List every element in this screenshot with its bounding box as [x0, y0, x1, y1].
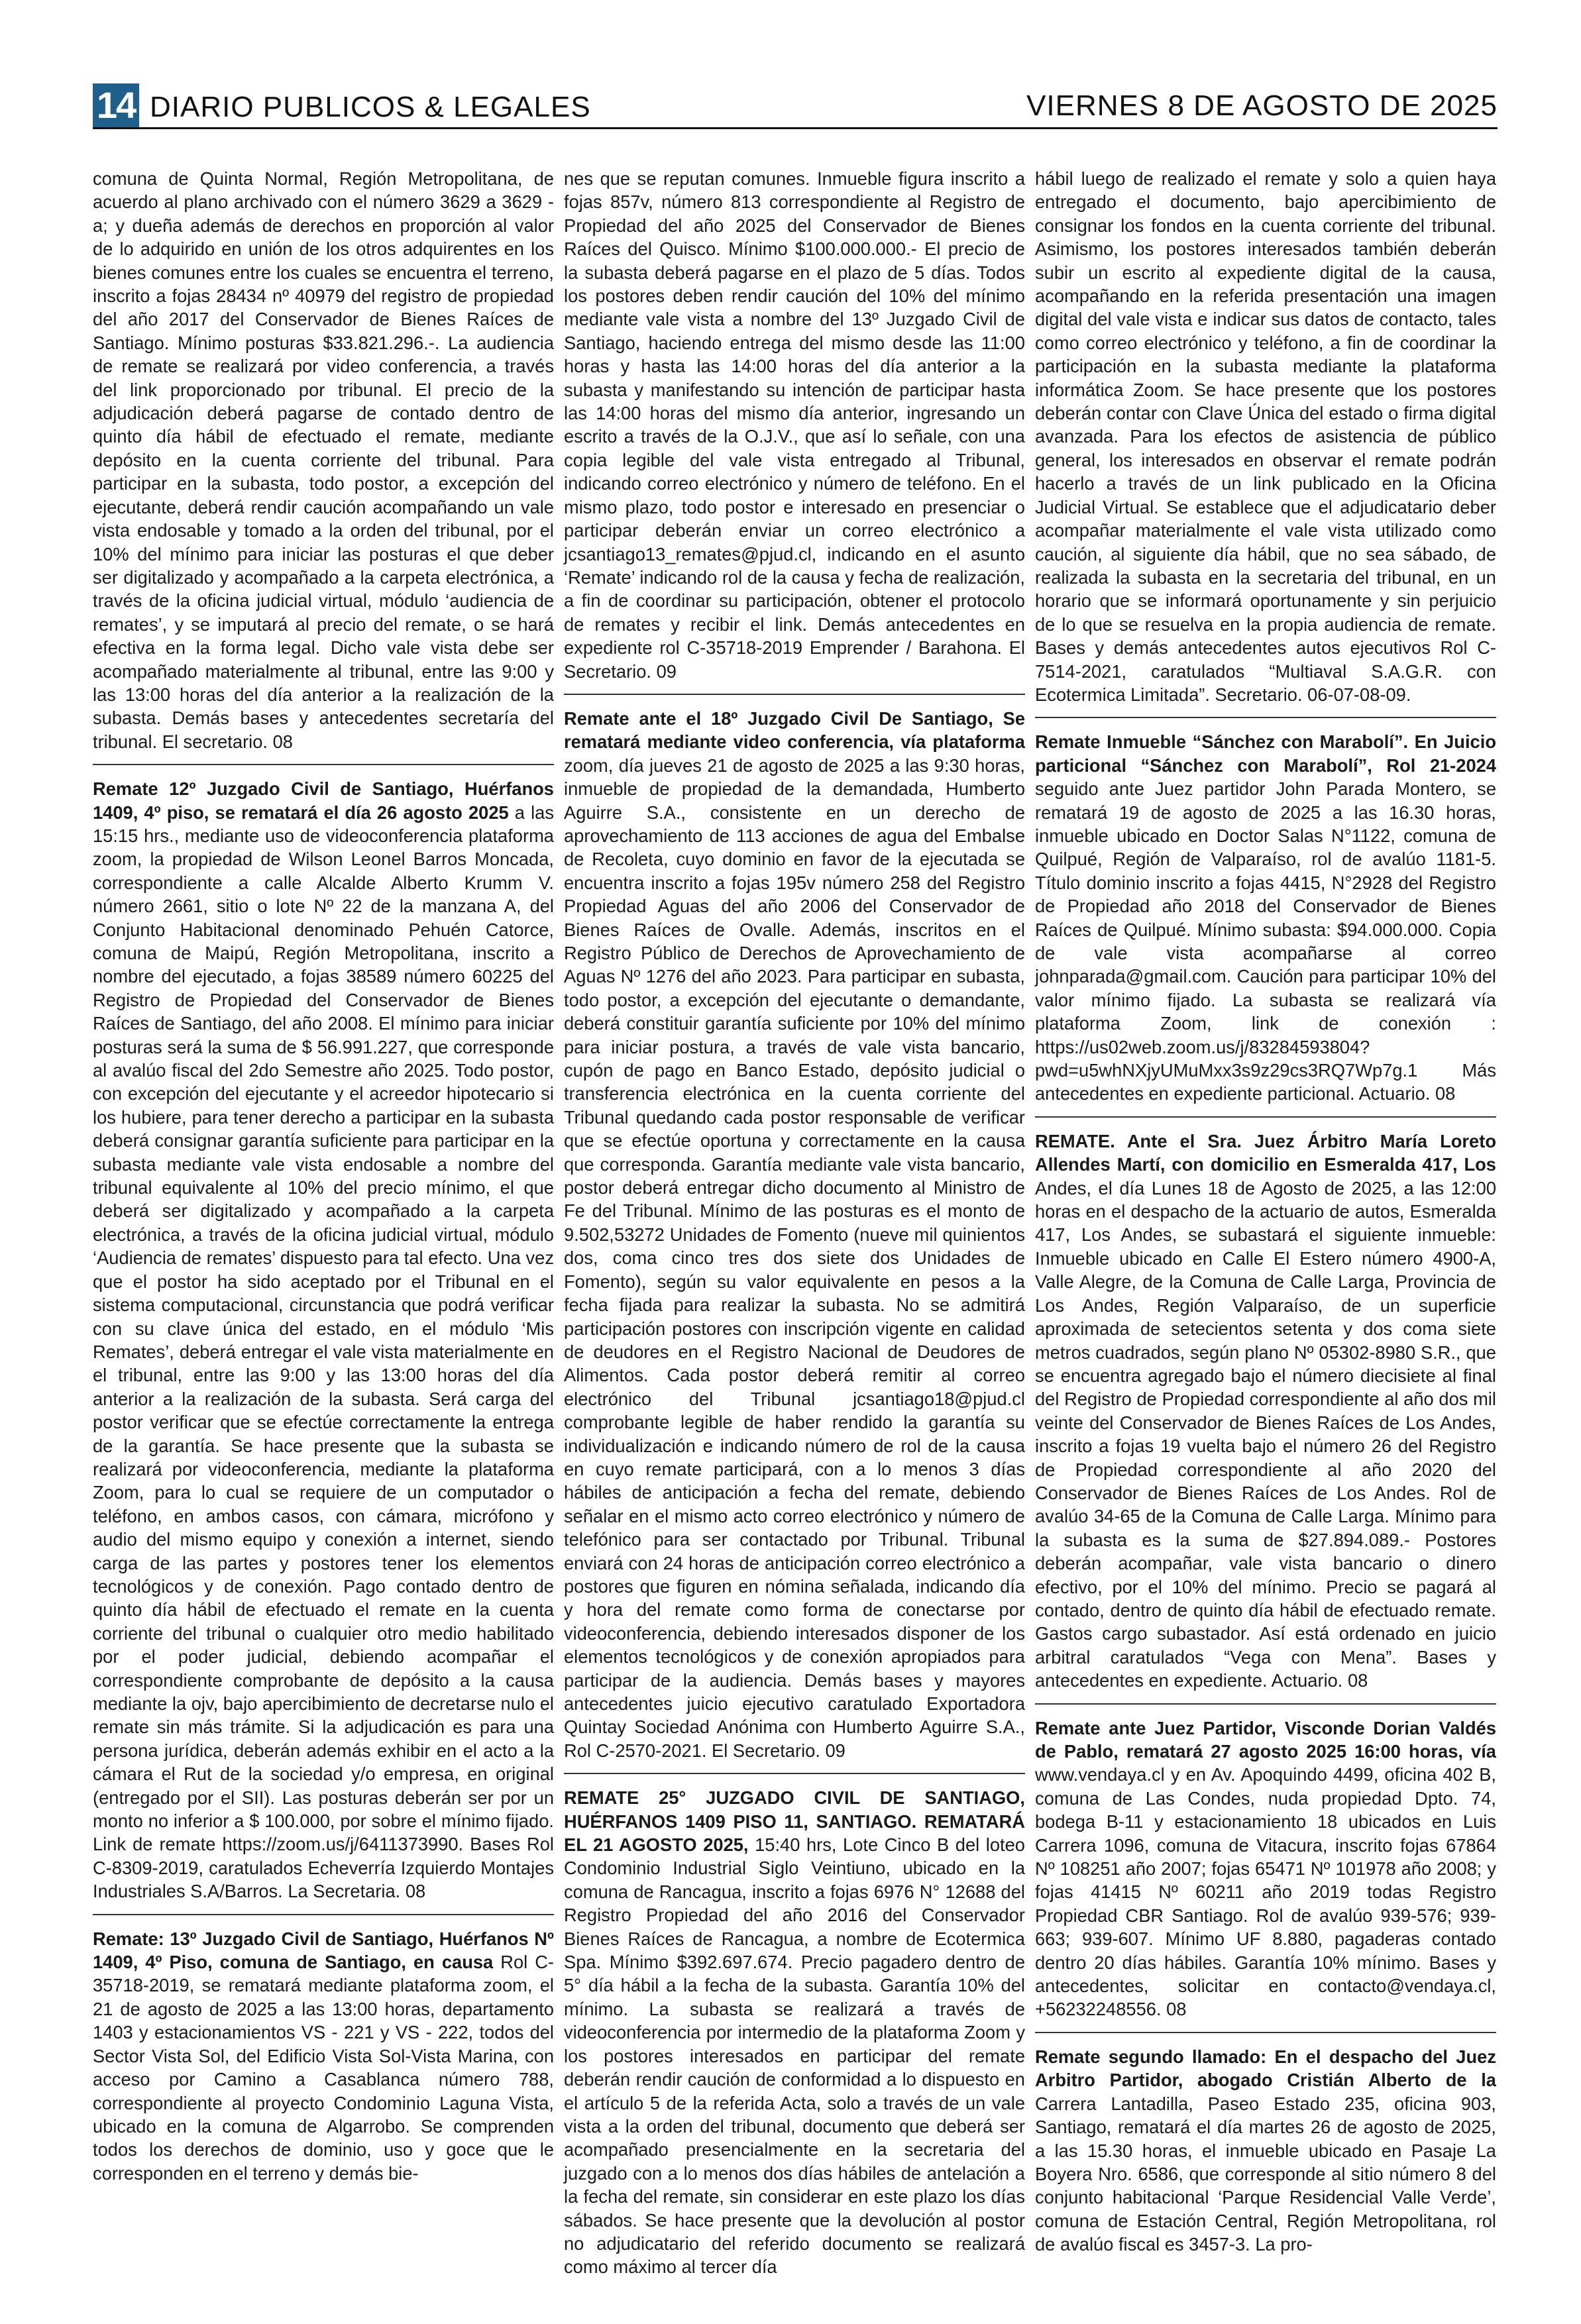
notice-divider — [1035, 717, 1496, 718]
notice-divider — [1035, 1116, 1496, 1118]
notice-heading: Remate Inmueble “Sánchez con Marabolí”. En Juicio particional “Sánchez con Marabolí”, Rol 21-2024 — [1035, 731, 1496, 776]
page-header — [93, 79, 1498, 127]
notice-body: Andes, el día Lunes 18 de Agosto de 2025, a las 12:00 horas en el despacho de la actuario de autos, Esmeralda 417, Los Andes, se subastará el siguiente inmueble: Inmueble ubicado en Calle El Estero número 4900-A, Valle Alegre, de la Comuna de Calle Larga, Provincia de Los Andes, Región Valparaíso, de un superficie aproximada de setecientos setenta y dos coma siete metros cuadrados, según plano Nº 05302-8980 S.R., que se encuentra agregado bajo el número diecisiete al final del Registro de Propiedad correspondiente al año dos mil veinte del Conservador de Bienes Raíces de Los Andes, inscrito a fojas 19 vuelta bajo el número 26 del Registro de Propiedad correspondiente al año 2020 del Conservador de Bienes Raíces de Los Andes. Rol de avalúo 34-65 de la Comuna de Calle Larga. Mínimo para la subasta es la suma de $27.894.089.- Postores deberán acompañar, vale vista bancario o dinero efectivo, por el 10% del mínimo. Precio se pagará al contado, dentro de quinto día hábil de efectuado remate. Gastos cargo subastador. Así está ordenado en juicio arbitral caratulados “Vega con Mena”. Bases y antecedentes en expediente. Actuario. 08 — [1035, 1177, 1496, 1691]
notice-divider — [564, 694, 1025, 695]
notice-body: seguido ante Juez partidor John Parada Montero, se rematará 19 de agosto de 2025 a las 16.30 horas, inmueble ubicado en Doctor Salas N°1122, comuna de Quilpué, Región de Valparaíso, rol de avalúo 1181-5. Título dominio inscrito a fojas 4415, N°2928 del Registro de Propiedad año 2018 del Conservador de Bienes Raíces de Quilpué. Mínimo subasta: $94.000.000. Copia de vale vista acompañarse al correo johnparada@gmail.com. Caución para participar 10% del valor mínimo fijado. La subasta se realizará vía plataforma Zoom, link de conexión : https://us02web.zoom.us/j/83284593804?pwd=u5whNXjyUMuMxx3s9z29cs3RQ7Wp7g.1 Más antecedentes en expediente particional. Actuario. 08 — [1035, 778, 1496, 1104]
notice-body: nes que se reputan comunes. Inmueble figura inscrito a fojas 857v, número 813 correspondiente al Registro de Propiedad del año 2025 del Conservador de Bienes Raíces del Quisco. Mínimo $100.000.000.- El precio de la subasta deberá pagarse en el plazo de 5 días. Todos los postores deben rendir caución del 10% del mínimo mediante vale vista a nombre del 13º Juzgado Civil de Santiago, haciendo entrega del mismo desde las 11:00 horas y hasta las 14:00 horas del día anterior a la subasta y manifestando su intención de participar hasta las 14:00 horas del mismo día anterior, ingresando un escrito a través de la O.J.V., que así lo señale, con una copia legible del vale vista entregado al Tribunal, indicando correo electrónico y número de teléfono. En el mismo plazo, todo postor e interesado en presenciar o participar deberán enviar un correo electrónico a jcsantiago13_remates@pjud.cl, indicando en el asunto ‘Remate’ indicando rol de la causa y fecha de realización, a fin de coordinar su participación, obtener el protocolo de remates y recibir el link. Demás antecedentes en expediente rol C-35718-2019 Emprender / Barahona. El Secretario. 09 — [564, 168, 1025, 682]
header-rule — [93, 127, 1498, 129]
notice-heading: Remate ante Juez Partidor, Visconde Dorian Valdés de Pablo, rematará 27 agosto 2025 16:00 horas, vía — [1035, 1717, 1496, 1762]
notice-divider — [1035, 2032, 1496, 2033]
notice — [93, 777, 554, 1903]
notice — [93, 1927, 554, 2185]
notice-body: Rol C-35718-2019, se rematará mediante plataforma zoom, el 21 de agosto de 2025 a las 13:00 horas, departamento 1403 y estacionamientos VS - 221 y VS - 222, todos del Sector Vista Sol, del Edificio Vista Sol-Vista Marina, con acceso por Camino a Casablanca número 788, correspondiente al proyecto Condominio Laguna Vista, ubicado en la comuna de Algarrobo. Se comprenden todos los derechos de dominio, uso y goce que le corresponden en el terreno y demás bie- — [93, 1952, 554, 2184]
notice — [1035, 167, 1496, 706]
notice-body: hábil luego de realizado el remate y solo a quien haya entregado el documento, bajo apercibimiento de consignar los fondos en la cuenta corriente del tribunal. Asimismo, los postores interesados también deberán subir un escrito al expediente digital de la causa, acompañando en la referida presentación una imagen digital del vale vista e indicar sus datos de contacto, tales como correo electrónico y teléfono, a fin de coordinar la participación en la subasta mediante la plataforma informática Zoom. Se hace presente que los postores deberán contar con Clave Única del estado o firma digital avanzada. Para los efectos de asistencia de público general, los interesados en observar el remate podrán hacerlo a través de un link publicado en la Oficina Judicial Virtual. Se establece que el adjudicatario deber acompañar materialmente el vale vista utilizado como caución, al siguiente día hábil, que no sea sábado, de realizada la subasta en la secretaria del tribunal, en un horario que se informará oportunamente y sin perjuicio de lo que se resuelva en la propia audiencia de remate. Bases y demás antecedentes autos ejecutivos Rol C-7514-2021, caratulados “Multiaval S.A.G.R. con Ecotermica Limitada”. Secretario. 06-07-08-09. — [1035, 168, 1496, 705]
section-title: DIARIO PUBLICOS & LEGALES — [150, 91, 591, 123]
notice-body: www.vendaya.cl y en Av. Apoquindo 4499, oficina 402 B, comuna de Las Condes, nuda propiedad Dpto. 74, bodega B-11 y estacionamiento 18 ubicados en Luis Carrera 1096, comuna de Vitacura, inscrito fojas 67864 Nº 108251 año 2007; fojas 65471 Nº 101978 año 2008; y fojas 41415 Nº 60211 año 2019 todas Registro Propiedad CBR Santiago. Rol de avalúo 939-576; 939-663; 939-607. Mínimo UF 8.880, pagaderas contado dentro 20 días hábiles. Garantía 10% mínimo. Bases y antecedentes, solicitar en contacto@vendaya.cl, +56232248556. 08 — [1035, 1764, 1496, 2020]
column-3 — [1035, 167, 1496, 2256]
notice — [564, 707, 1025, 1762]
notice-heading: Remate: 13º Juzgado Civil de Santiago, Huérfanos Nº 1409, 4º Piso, comuna de Santiago, en causa — [93, 1928, 554, 1973]
issue-date: VIERNES 8 DE AGOSTO DE 2025 — [1026, 89, 1498, 122]
notice-body: 15:40 hrs, Lote Cinco B del loteo Condominio Industrial Siglo Veintiuno, ubicado en la comuna de Rancagua, inscrito a fojas 6976 N° 12688 del Registro Propiedad del año 2016 del Conservador Bienes Raíces de Rancagua, a nombre de Ecotermica Spa. Mínimo $392.697.674. Precio pagadero dentro de 5° día hábil a la fecha de la subasta. Garantía 10% del mínimo. La subasta se realizará a través de videoconferencia por intermedio de la plataforma Zoom y los postores interesados en participar del remate deberán rendir caución de conformidad a lo dispuesto en el artículo 5 de la referida Acta, solo a través de un vale vista a la orden del tribunal, documento que deberá ser acompañado presencialmente en la secretaria del juzgado con a lo menos dos días hábiles de antelación a la fecha del remate, sin considerar en este plazo los días sábados. Se hace presente que la devolución al postor no adjudicatario del referido documento se realizará como máximo al tercer día — [564, 1834, 1025, 2278]
notice — [564, 1786, 1025, 2279]
notice-heading: REMATE 25° JUZGADO CIVIL DE SANTIAGO, HUÉRFANOS 1409 PISO 11, SANTIAGO. REMATARÁ EL 21 AGOSTO 2025, — [564, 1787, 1025, 1856]
notice — [1035, 1717, 1496, 2021]
notice — [1035, 1130, 1496, 1693]
notice — [564, 167, 1025, 683]
column-1 — [93, 167, 554, 2185]
notice-divider — [564, 1773, 1025, 1774]
notice-heading: Remate segundo llamado: En el despacho del Juez Arbitro Partidor, abogado Cristián Alberto de la — [1035, 2046, 1496, 2091]
notice-body: a las 15:15 hrs., mediante uso de videoconferencia plataforma zoom, la propiedad de Wilson Leonel Barros Moncada, correspondiente a calle Alcalde Alberto Krumm V. número 2661, sitio o lote Nº 22 de la manzana A, del Conjunto Habitacional denominado Pehuén Catorce, comuna de Maipú, Región Metropolitana, inscrito a nombre del ejecutado, a fojas 38589 número 60225 del Registro de Propiedad del Conservador de Bienes Raíces de Santiago, del año 2008. El mínimo para iniciar posturas será la suma de $ 56.991.227, que corresponde al avalúo fiscal del 2do Semestre año 2025. Todo postor, con excepción del ejecutante y el acreedor hipotecario si los hubiere, para tener derecho a participar en la subasta deberá consignar garantía suficiente para participar en la subasta mediante vale vista endosable a nombre del tribunal equivalente al 10% del precio mínimo, el que deberá ser digitalizado y acompañado a la carpeta electrónica, a través de la oficina judicial virtual, módulo ‘Audiencia de remates’ dispuesto para tal efecto. Una vez que el postor ha sido aceptado por el Tribunal en el sistema computacional, circunstancia que podrá verificar con su clave única del estado, en el módulo ‘Mis Remates’, deberá entregar el vale vista materialmente en el tribunal, entre las 9:00 y las 13:00 horas del día anterior a la realización de la subasta. Será carga del postor verificar que se efectúe correctamente la entrega de la garantía. Se hace presente que la subasta se realizará por videoconferencia, mediante la plataforma Zoom, para lo cual se requiere de un computador o teléfono, en ambos casos, con cámara, micrófono y audio del mismo equipo y conexión a internet, siendo carga de las partes y postores tener los elementos tecnológicos y de conexión. Pago contado dentro de quinto día hábil de efectuado el remate en la cuenta corriente del tribunal o cualquier otro medio habilitado por el poder judicial, debiendo acompañar el correspondiente comprobante de depósito a la causa mediante la ojv, bajo apercibimiento de decretarse nulo el remate sin más trámite. Si la adjudicación es para una persona jurídica, deberán además exhibir en el acto a la cámara el Rut de la sociedad y/o empresa, en original (entregado por el SII). Las posturas deberán ser por un monto no inferior a $ 100.000, por sobre el mínimo fijado. Link de remate https://zoom.us/j/6411373990. Bases Rol C-8309-2019, caratulados Echeverría Izquierdo Montajes Industriales S.A/Barros. La Secretaria. 08 — [93, 802, 554, 1902]
notice-divider — [1035, 1703, 1496, 1705]
notice — [1035, 730, 1496, 1106]
notice — [93, 167, 554, 753]
notice-heading: REMATE. Ante el Sra. Juez Árbitro María Loreto Allendes Martí, con domicilio en Esmeralda 417, Los — [1035, 1130, 1496, 1175]
notice-divider — [93, 764, 554, 765]
notice-divider — [93, 1914, 554, 1915]
notice-body: comuna de Quinta Normal, Región Metropolitana, de acuerdo al plano archivado con el número 3629 a 3629 - a; y dueña además de derechos en proporción al valor de lo adquirido en unión de los otros adquirentes en los bienes comunes entre los cuales se encuentra el terreno, inscrito a fojas 28434 nº 40979 del registro de propiedad del año 2017 del Conservador de Bienes Raíces de Santiago. Mínimo posturas $33.821.296.-. La audiencia de remate se realizará por video conferencia, a través del link proporcionado por tribunal. El precio de la adjudicación deberá pagarse de contado dentro de quinto día hábil de efectuado el remate, mediante depósito en la cuenta corriente del tribunal. Para participar en la subasta, todo postor, a excepción del ejecutante, deberá rendir caución acompañando un vale vista endosable y tomado a la orden del tribunal, por el 10% del mínimo para iniciar las posturas el que deber ser digitalizado y acompañado a la carpeta electrónica, a través de la oficina judicial virtual, módulo ‘audiencia de remates’, y se imputará al precio del remate, o se hará efectiva en la forma legal. Dicho vale vista debe ser acompañado materialmente al tribunal, entre las 9:00 y las 13:00 horas del día anterior a la realización de la subasta. Demás bases y antecedentes secretaría del tribunal. El secretario. 08 — [93, 168, 554, 752]
notice-heading: Remate 12º Juzgado Civil de Santiago, Huérfanos 1409, 4º piso, se rematará el día 26 agosto 2025 — [93, 778, 554, 823]
notice-body: Carrera Lantadilla, Paseo Estado 235, oficina 903, Santiago, rematará el día martes 26 de agosto de 2025, a las 15.30 horas, el inmueble ubicado en Pasaje La Boyera Nro. 6586, que corresponde al sitio número 8 del conjunto habitacional ‘Parque Residencial Valle Verde’, comuna de Estación Central, Región Metropolitana, rol de avalúo fiscal es 3457-3. La pro- — [1035, 2093, 1496, 2255]
notice-body: zoom, día jueves 21 de agosto de 2025 a las 9:30 horas, inmueble de propiedad de la demandada, Humberto Aguirre S.A., consistente en un derecho de aprovechamiento de 113 acciones de agua del Embalse de Recoleta, cuyo dominio en favor de la ejecutada se encuentra inscrito a fojas 195v número 258 del Registro Propiedad Aguas del año 2006 del Conservador de Bienes Raíces de Ovalle. Además, inscritos en el Registro Público de Derechos de Aprovechamiento de Aguas Nº 1276 del año 2023. Para participar en subasta, todo postor, a excepción del ejecutante o demandante, deberá constituir garantía suficiente por 10% del mínimo para iniciar postura, a través de vale vista bancario, cupón de pago en Banco Estado, depósito judicial o transferencia electrónica en la cuenta corriente del Tribunal quedando cada postor responsable de verificar que se efectúe oportuna y correctamente en la causa que corresponda. Garantía mediante vale vista bancario, postor deberá entregar dicho documento al Ministro de Fe del Tribunal. Mínimo de las posturas es el monto de 9.502,53272 Unidades de Fomento (nueve mil quinientos dos, coma cinco tres dos siete dos Unidades de Fomento), según su valor equivalente en pesos a la fecha fijada para realizar la subasta. No se admitirá participación postores con inscripción vigente en calidad de deudores en el Registro Nacional de Deudores de Alimentos. Cada postor deberá remitir al correo electrónico del Tribunal jcsantiago18@pjud.cl comprobante legible de haber rendido la garantía su individualización e indicando número de rol de la causa en cuyo remate participará, con a lo menos 3 días hábiles de anticipación a fecha del remate, debiendo señalar en el mismo acto correo electrónico y número de telefónico para ser contactado por Tribunal. Tribunal enviará con 24 horas de anticipación correo electrónico a postores que figuren en nómina señalada, indicando día y hora del remate como forma de conectarse por videoconferencia, debiendo interesados disponer de los elementos tecnológicos y de conexión apropiados para participar de la audiencia. Demás bases y mayores antecedentes juicio ejecutivo caratulado Exportadora Quintay Sociedad Anónima con Humberto Aguirre S.A., Rol C-2570-2021. El Secretario. 09 — [564, 755, 1025, 1761]
column-2 — [564, 167, 1025, 2279]
page-number: 14 — [93, 83, 139, 127]
notice-heading: Remate ante el 18º Juzgado Civil De Santiago, Se rematará mediante video conferencia, vía plataforma — [564, 708, 1025, 753]
notice — [1035, 2045, 1496, 2256]
